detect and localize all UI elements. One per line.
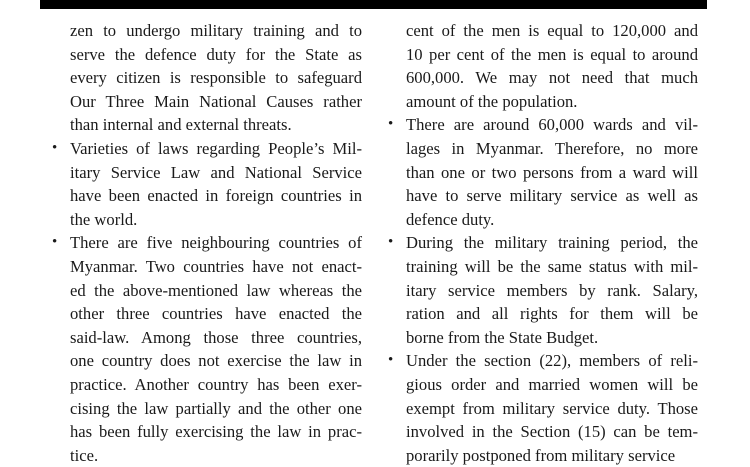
text-line: porarily postponed from military service: [406, 445, 676, 465]
text-line: During the military training period, the: [406, 233, 698, 253]
bullet-item: [388, 349, 698, 467]
bullet-icon: •: [388, 352, 394, 369]
text-line: ration and all rights for them will be: [406, 304, 698, 324]
text-line: 10 per cent of the men is equal to around: [406, 44, 698, 64]
text-line: said-law. Among those three countries,: [70, 327, 362, 347]
text-line: Our Three Main National Causes rather: [70, 91, 362, 111]
text-line: other three countries have enacted the: [70, 304, 362, 324]
text-line: defence duty.: [406, 209, 495, 229]
text-line: exempt from military service duty. Those: [406, 398, 698, 418]
text-line: have been enacted in foreign countries in: [70, 186, 362, 206]
bullet-item: [388, 113, 698, 231]
right-column: [388, 19, 698, 467]
text-line: serve the defence duty for the State as: [70, 44, 362, 64]
text-line: Varieties of laws regarding People’s Mil-: [70, 138, 362, 158]
text-line: involved in the Section (15) can be tem-: [406, 422, 698, 442]
text-line: Myanmar. Two countries have not enact-: [70, 256, 362, 276]
text-line: one country does not exercise the law in: [70, 351, 362, 371]
continued-paragraph: [388, 19, 698, 113]
text-line: ed the above-mentioned law whereas the: [70, 280, 362, 300]
top-black-rule: [40, 0, 707, 9]
text-line: There are around 60,000 wards and vil-: [406, 115, 698, 135]
text-line: training will be the same status with mil-: [406, 256, 698, 276]
text-line: zen to undergo military training and to: [70, 21, 362, 40]
text-line: There are five neighbouring countries of: [70, 233, 362, 253]
bullet-list: [52, 137, 362, 467]
bullet-item: [52, 231, 362, 467]
text-line: cent of the men is equal to 120,000 and: [406, 21, 698, 40]
text-line: have to serve military service as well as: [406, 186, 698, 206]
text-line: gious order and married women will be: [406, 374, 698, 394]
bullet-list: [388, 113, 698, 467]
text-line: cising the law partially and the other one: [70, 398, 362, 418]
text-line: amount of the population.: [406, 91, 578, 111]
text-line: lages in Myanmar. Therefore, no more: [406, 138, 698, 158]
bullet-item: [388, 231, 698, 349]
text-line: itary Service Law and National Service: [70, 162, 362, 182]
bullet-item: [52, 137, 362, 231]
text-line: has been fully exercising the law in prac-: [70, 422, 362, 442]
left-column: [52, 19, 362, 467]
bullet-icon: •: [388, 116, 394, 133]
bullet-icon: •: [52, 234, 58, 251]
text-line: itary service members by rank. Salary,: [406, 280, 698, 300]
text-line: the world.: [70, 209, 138, 229]
continued-paragraph: [52, 19, 362, 137]
text-line: every citizen is responsible to safeguard: [70, 68, 362, 88]
text-line: 600,000. We may not need that much: [406, 68, 698, 88]
text-line: practice. Another country has been exer-: [70, 374, 362, 394]
bullet-icon: •: [388, 234, 394, 251]
text-line: borne from the State Budget.: [406, 327, 599, 347]
text-line: than one or two persons from a ward will: [406, 162, 698, 182]
text-line: than internal and external threats.: [70, 115, 292, 135]
bullet-icon: •: [52, 139, 58, 156]
text-line: Under the section (22), members of reli-: [406, 351, 698, 371]
text-line: tice.: [70, 445, 99, 465]
